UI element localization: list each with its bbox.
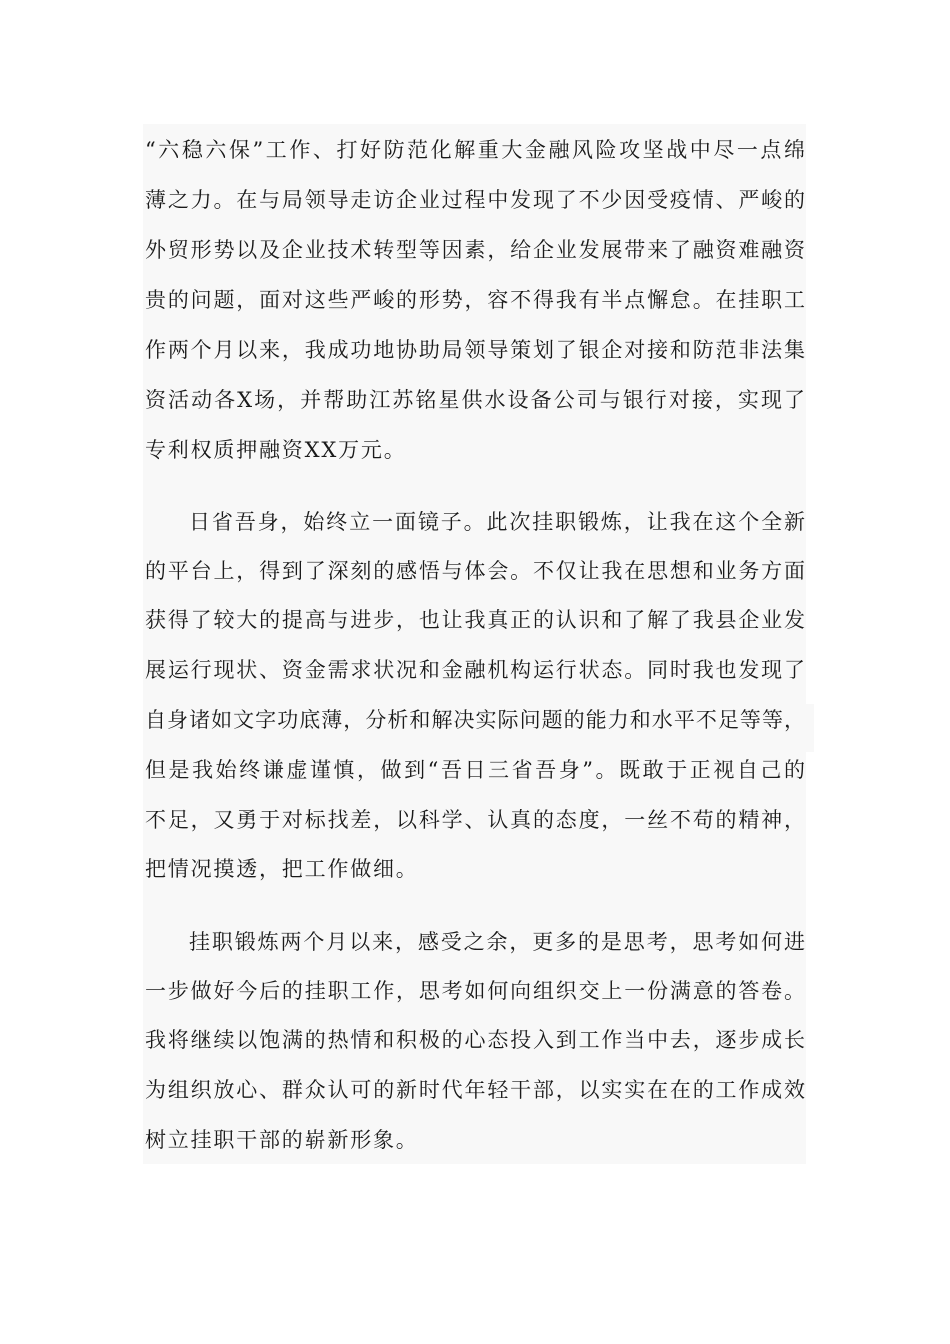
paragraph-line: 树立挂职干部的崭新形象。 xyxy=(145,1128,419,1152)
paragraph-line: 为组织放心、群众认可的新时代年轻干部，以实实在在的工作成效 xyxy=(145,1078,805,1102)
paragraph-line: 外贸形势以及企业技术转型等因素，给企业发展带来了融资难融资 xyxy=(145,238,805,262)
paragraph-line: 我将继续以饱满的热情和积极的心态投入到工作当中去，逐步成长 xyxy=(145,1028,805,1052)
paragraph-line: 但是我始终谦虚谨慎，做到“吾日三省吾身”。既敢于正视自己的 xyxy=(145,758,805,782)
paragraph-line: 的平台上，得到了深刻的感悟与体会。不仅让我在思想和业务方面 xyxy=(145,559,805,583)
paragraph-line: 把情况摸透，把工作做细。 xyxy=(145,857,419,881)
paragraph-line: 薄之力。在与局领导走访企业过程中发现了不少因受疫情、严峻的 xyxy=(145,188,805,212)
paragraph-line: 获得了较大的提高与进步，也让我真正的认识和了解了我县企业发 xyxy=(145,608,805,632)
paragraph-line: 挂职锻炼两个月以来，感受之余，更多的是思考，思考如何进 xyxy=(189,930,805,954)
paragraph-line: 日省吾身，始终立一面镜子。此次挂职锻炼，让我在这个全新 xyxy=(189,510,805,534)
paragraph-line: 一步做好今后的挂职工作，思考如何向组织交上一份满意的答卷。 xyxy=(145,979,805,1003)
paragraph-line: 贵的问题，面对这些严峻的形势，容不得我有半点懈怠。在挂职工 xyxy=(145,288,805,312)
paragraph-line: “六稳六保”工作、打好防范化解重大金融风险攻坚战中尽一点绵 xyxy=(145,138,805,162)
paragraph-line: 资活动各X场，并帮助江苏铭星供水设备公司与银行对接，实现了 xyxy=(145,388,805,412)
paragraph-line: 作两个月以来，我成功地协助局领导策划了银企对接和防范非法集 xyxy=(145,338,805,362)
paragraph-line: 专利权质押融资XX万元。 xyxy=(145,438,407,462)
paragraph-line: 自身诸如文字功底薄，分析和解决实际问题的能力和水平不足等等， xyxy=(145,708,805,732)
paragraph-line: 不足，又勇于对标找差，以科学、认真的态度，一丝不苟的精神， xyxy=(145,808,805,832)
paragraph-line: 展运行现状、资金需求状况和金融机构运行状态。同时我也发现了 xyxy=(145,658,805,682)
panel-edge xyxy=(806,704,814,752)
